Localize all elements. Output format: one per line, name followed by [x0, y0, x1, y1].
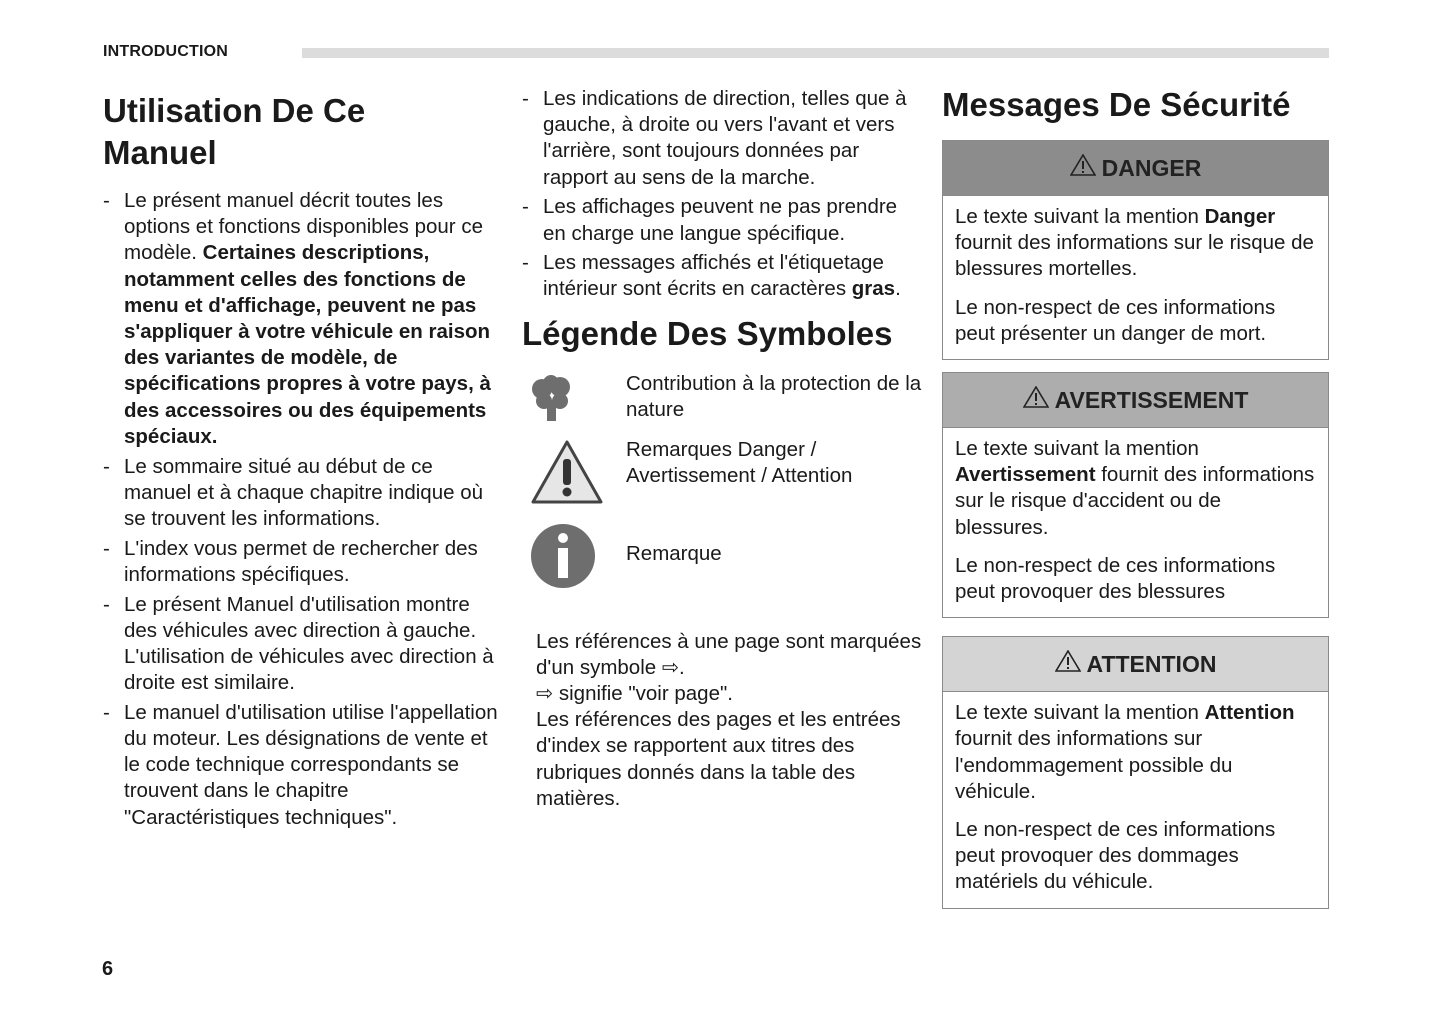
list-item	[103, 592, 503, 697]
list-item	[103, 536, 503, 588]
body-text: Le texte suivant la mention	[955, 701, 1205, 725]
header-rule	[302, 48, 1329, 58]
references-line1: Les références à une page sont marquées d'un symbole ⇨.	[536, 629, 922, 679]
danger-header	[943, 141, 1328, 196]
info-icon	[530, 523, 596, 594]
list-item-text: Les messages affichés et l'étiquetage intérieur sont écrits en caractères	[543, 251, 884, 301]
danger-consequence: Le non-respect de ces informations peut présenter un danger de mort.	[955, 295, 1276, 345]
warning-triangle-icon	[1070, 154, 1102, 182]
tree-icon	[530, 375, 574, 428]
direction-list	[522, 86, 922, 303]
list-item	[103, 188, 503, 450]
section-label: INTRODUCTION	[103, 43, 229, 60]
list-item	[103, 454, 503, 533]
warning-label: AVERTISSEMENT	[1054, 386, 1249, 413]
warning-consequence: Le non-respect de ces informations peut provoquer des blessures	[955, 553, 1276, 604]
attention-body	[943, 692, 1328, 907]
body-text: fournit des informations sur le risque d'accident ou de blessures.	[955, 463, 1315, 539]
list-item	[522, 86, 922, 191]
warning-header	[943, 373, 1328, 428]
references-line2: ⇨ signifie "voir page".	[536, 682, 733, 706]
page-number: 6	[102, 958, 114, 980]
list-item-text: Le présent manuel décrit toutes les options et fonctions disponibles pour ce modèle.	[124, 189, 483, 265]
list-item-text: Le sommaire situé au début de ce manuel et à chaque chapitre indique où se trouvent les informations.	[124, 454, 484, 530]
usage-list	[103, 188, 503, 831]
references-paragraph	[522, 629, 922, 812]
column-usage	[103, 90, 503, 834]
references-line3: Les références des pages et les entrées d'index se rapportent aux titres des rubriques donnés dans la table des matières.	[536, 708, 901, 810]
danger-box	[942, 140, 1329, 360]
legend-title: Légende Des Symboles	[522, 314, 893, 352]
list-item-text: Le manuel d'utilisation utilise l'appellation du moteur. Les désignations de vente et le code technique correspondants se trouvent dans le chapitre "Caractéristiques techniques".	[124, 700, 498, 829]
list-item-text: Les indications de direction, telles que à gauche, à droite ou vers l'avant et vers l'arrière, sont toujours données par rapport au sens de la marche.	[543, 87, 907, 189]
body-text: fournit des informations sur l'endommagement possible du véhicule.	[955, 727, 1233, 803]
warning-triangle-icon	[530, 439, 604, 510]
usage-title	[103, 90, 503, 174]
list-item-text: L'index vous permet de rechercher des informations spécifiques.	[124, 536, 478, 586]
attention-text	[955, 700, 1316, 805]
attention-box	[942, 636, 1329, 908]
list-item-bold: Certaines descriptions, notamment celles des fonctions de menu et d'affichage, peuvent ne pas s'appliquer à votre véhicule en raison des variantes de modèle, de spécifications propres à votre pays, à des accessoires ou des équipements spéciaux.	[124, 241, 491, 448]
warning-body	[943, 428, 1328, 617]
attention-label: ATTENTION	[1086, 650, 1217, 677]
column-symbols	[522, 86, 922, 812]
body-text: Le texte suivant la mention	[955, 437, 1199, 461]
body-text: fournit des informations sur le risque de blessures mortelles.	[955, 231, 1314, 281]
warning-triangle-icon	[1023, 386, 1055, 414]
legend-row-info	[522, 523, 922, 617]
safety-title: Messages De Sécurité	[942, 86, 1291, 123]
warning-triangle-icon	[1055, 650, 1087, 678]
danger-body	[943, 196, 1328, 359]
usage-title-line2: Manuel	[103, 134, 217, 171]
warning-box	[942, 372, 1329, 618]
usage-title-line1: Utilisation De Ce	[103, 92, 366, 129]
legend-text-warning: Remarques Danger / Avertissement / Attention	[626, 437, 853, 487]
legend-row-warning	[522, 437, 922, 523]
body-text: Le texte suivant la mention	[955, 205, 1205, 228]
list-item	[103, 700, 503, 831]
column-safety	[942, 84, 1329, 921]
list-item-text: Le présent Manuel d'utilisation montre des véhicules avec direction à gauche. L'utilisation de véhicules avec direction à droite est similaire.	[124, 592, 494, 695]
legend-row-nature	[522, 371, 922, 437]
body-bold: Attention	[1204, 701, 1295, 725]
attention-header	[943, 637, 1328, 692]
list-item-text: Les affichages peuvent ne pas prendre en charge une langue spécifique.	[543, 195, 898, 245]
warning-text	[955, 436, 1316, 541]
body-bold: Avertissement	[955, 463, 1096, 487]
legend-text-nature: Contribution à la protection de la nature	[626, 371, 922, 421]
list-item-tail: .	[895, 277, 901, 301]
list-item	[522, 250, 922, 302]
body-bold: Danger	[1204, 205, 1276, 228]
list-item-bold: gras	[851, 277, 896, 301]
danger-text	[955, 204, 1316, 283]
legend-text-info: Remarque	[626, 541, 722, 565]
attention-consequence: Le non-respect de ces informations peut provoquer des dommages matériels du véhicule.	[955, 818, 1276, 894]
list-item	[522, 194, 922, 246]
danger-label: DANGER	[1101, 154, 1202, 181]
